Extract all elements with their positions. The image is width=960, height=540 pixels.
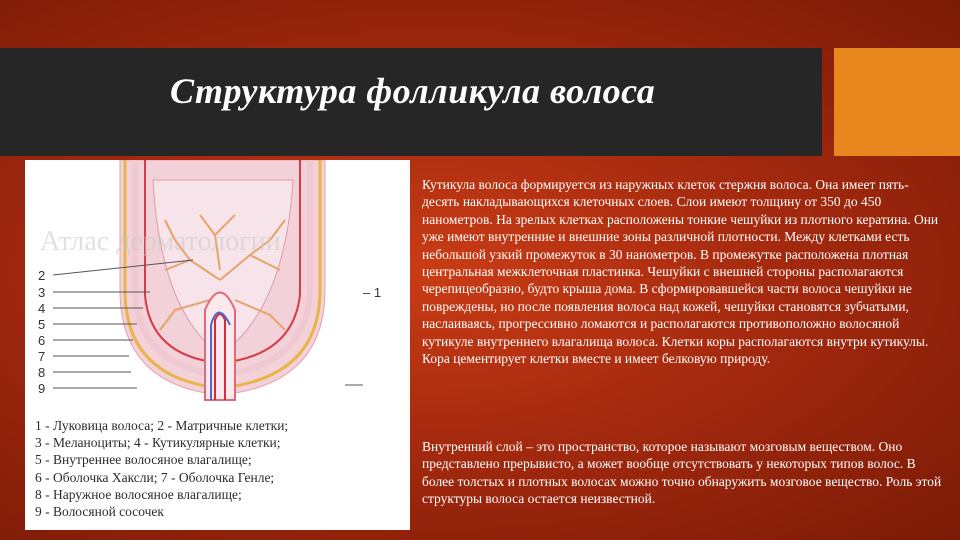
label-5: 5 <box>38 317 46 332</box>
caption-line: 3 - Меланоциты; 4 - Кутикулярные клетки; <box>35 435 281 451</box>
paragraph-cuticle: Кутикула волоса формируется из наружных клеток стержня волоса. Она имеет пять-десять накладывающихся клеточных слоев. Слои имеют толщину от 350 до 450 нанометров. На зрелых клетках расположены тонкие чешуйки из плотного кератина. Они уже имеют внутренние и внешние зоны различной плотности. Между клетками есть небольшой узкий промежуток в 30 нанометров. В промежутке расположена плотная центральная межклеточная пластинка. Чешуйки с внешней стороны располагаются черепицеобразно, будто крыша дома. В сформировавшейся части волоса чешуйки не повреждены, но после появления волоса над кожей, чешуйки становятся зубчатыми, наслаиваясь, прогрессивно ломаются и располагаются противоположно волосяной кутикуле внутреннего влагалища волоса. Клетки коры располагаются внутри кутикулы. Кора цементирует клетки вместе и имеет белковую природу. <box>422 177 939 367</box>
label-6: 6 <box>38 333 46 348</box>
label-9: 9 <box>38 381 46 396</box>
watermark-text: Атлас дерматологии <box>40 226 281 257</box>
caption-line: 6 - Оболочка Хаксли; 7 - Оболочка Генле; <box>35 469 275 485</box>
follicle-illustration <box>25 160 410 410</box>
label-2: 2 <box>38 268 46 283</box>
caption-line: 9 - Волосяной сосочек <box>35 504 164 520</box>
label-8: 8 <box>38 365 46 380</box>
label-4: 4 <box>38 301 46 316</box>
slide-title: Структура фолликула волоса <box>170 71 656 111</box>
caption-line: 8 - Наружное волосяное влагалище; <box>35 486 242 502</box>
accent-square <box>834 48 960 156</box>
label-7: 7 <box>38 349 46 364</box>
label-3: 3 <box>38 285 46 300</box>
diagram-caption <box>35 417 405 520</box>
paragraph-medulla: Внутренний слой – это пространство, которое называют мозговым веществом. Оно представлено прерывисто, а может вообще отсутствовать у некоторых типов волос. В более толстых и плотных волосах можно точно обнаружить мозговое вещество. Роль этой структуры волоса остается неизвестной. <box>422 439 942 507</box>
caption-line: 1 - Луковица волоса; 2 - Матричные клетки; <box>35 418 289 433</box>
caption-line: 5 - Внутреннее волосяное влагалище; <box>35 452 252 468</box>
label-1: – 1 <box>363 285 382 300</box>
hair-follicle-diagram <box>25 160 410 530</box>
